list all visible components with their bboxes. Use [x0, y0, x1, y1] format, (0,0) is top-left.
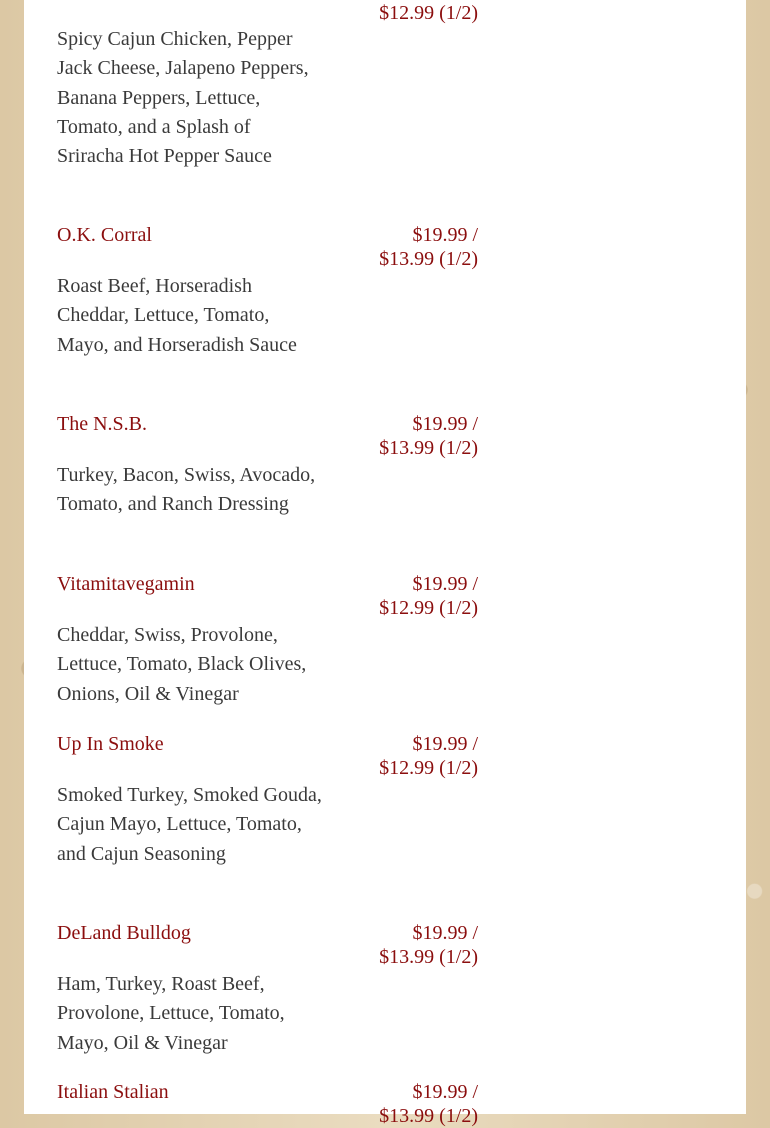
price-half: $12.99 (1/2)	[379, 597, 478, 619]
item-description: Cheddar, Swiss, Provolone, Lettuce, Tomato, Black Olives, Onions, Oil & Vinegar	[57, 624, 307, 705]
item-name: DeLand Bulldog	[57, 922, 191, 944]
price-full: $19.99 /	[412, 573, 478, 595]
item-description: Spicy Cajun Chicken, Pepper Jack Cheese, Jalapeno Peppers, Banana Peppers, Lettuce, Tomato, and a Splash of Sriracha Hot Pepper Sauce	[57, 28, 309, 168]
item-description: Turkey, Bacon, Swiss, Avocado, Tomato, and Ranch Dressing	[57, 464, 316, 516]
item-description: Smoked Turkey, Smoked Gouda, Cajun Mayo, Lettuce, Tomato, and Cajun Seasoning	[57, 784, 322, 865]
item-name: The N.S.B.	[57, 413, 147, 435]
price-half: $12.99 (1/2)	[379, 2, 478, 24]
price-half: $13.99 (1/2)	[379, 248, 478, 270]
item-name: Up In Smoke	[57, 733, 164, 755]
price-full: $19.99 /	[412, 733, 478, 755]
menu-panel	[24, 0, 746, 1127]
price-half: $13.99 (1/2)	[379, 1105, 478, 1127]
price-half: $13.99 (1/2)	[379, 437, 478, 459]
item-description: Ham, Turkey, Roast Beef, Provolone, Lettuce, Tomato, Mayo, Oil & Vinegar	[57, 973, 285, 1054]
item-name: Italian Stalian	[57, 1081, 169, 1103]
item-name: Vitamitavegamin	[57, 573, 195, 595]
item-price	[338, 732, 478, 780]
item-price	[338, 412, 478, 460]
item-price	[338, 921, 478, 969]
price-full: $19.99 /	[412, 224, 478, 246]
price-half: $12.99 (1/2)	[379, 757, 478, 779]
price-full: $19.99 /	[412, 413, 478, 435]
price-full: $19.99 /	[412, 1081, 478, 1103]
item-price	[338, 572, 478, 620]
item-price	[338, 0, 478, 25]
price-full: $19.99 /	[412, 922, 478, 944]
price-half: $13.99 (1/2)	[379, 946, 478, 968]
item-description: Roast Beef, Horseradish Cheddar, Lettuce, Tomato, Mayo, and Horseradish Sauce	[57, 275, 297, 356]
item-price	[338, 223, 478, 271]
item-price	[338, 1080, 478, 1128]
item-name: O.K. Corral	[57, 224, 152, 246]
